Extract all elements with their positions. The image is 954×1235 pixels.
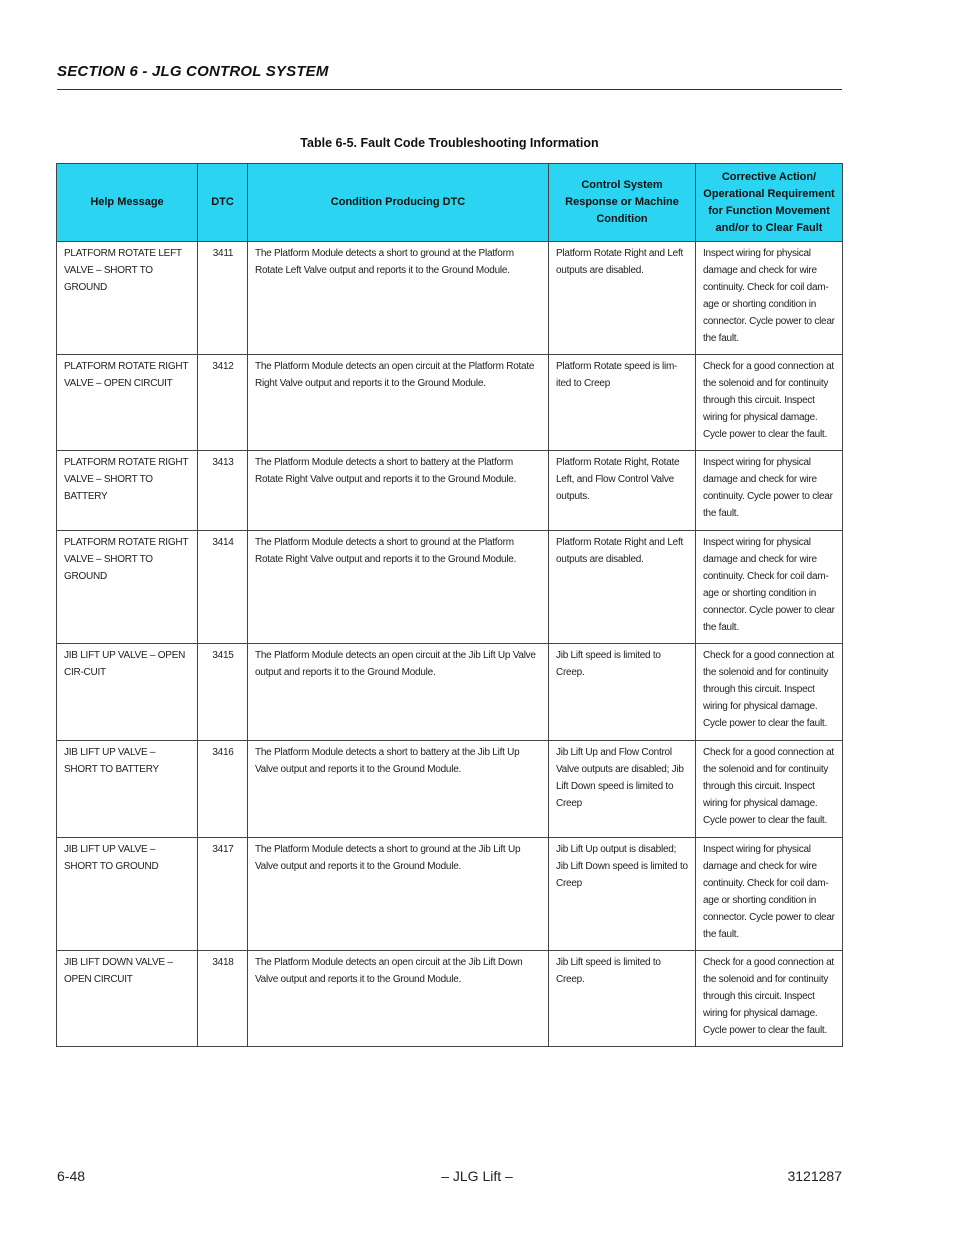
help-message-cell: JIB LIFT UP VALVE – OPEN CIR-CUIT — [57, 644, 198, 741]
dtc-cell: 3415 — [198, 644, 248, 741]
fault-code-table — [56, 163, 843, 1047]
table-row — [57, 644, 843, 741]
help-message-cell: PLATFORM ROTATE RIGHT VALVE – SHORT TO BATTERY — [57, 451, 198, 531]
action-cell: Inspect wiring for physical damage and check for wire continuity. Check for coil dam-age or shorting condition in connector. Cycle power to clear the fault. — [696, 838, 843, 951]
condition-cell: The Platform Module detects a short to ground at the Platform Rotate Right Valve output and reports it to the Ground Module. — [248, 531, 549, 644]
table-row — [57, 951, 843, 1047]
table-row — [57, 531, 843, 644]
action-cell: Check for a good connection at the solenoid and for continuity through this circuit. Inspect wiring for physical damage. Cycle power to clear the fault. — [696, 951, 843, 1047]
table-row — [57, 355, 843, 451]
action-cell: Check for a good connection at the solenoid and for continuity through this circuit. Inspect wiring for physical damage. Cycle power to clear the fault. — [696, 355, 843, 451]
response-cell: Jib Lift Up output is disabled; Jib Lift Down speed is limited to Creep — [549, 838, 696, 951]
table-header-row — [57, 164, 843, 242]
column-header-corrective-action: Corrective Action/ Operational Requirement for Function Movement and/or to Clear Fault — [696, 164, 843, 242]
column-header-help-message: Help Message — [57, 164, 198, 242]
dtc-cell: 3414 — [198, 531, 248, 644]
response-cell: Jib Lift speed is limited to Creep. — [549, 951, 696, 1047]
action-cell: Inspect wiring for physical damage and check for wire continuity. Check for coil dam-age or shorting condition in connector. Cycle power to clear the fault. — [696, 531, 843, 644]
help-message-cell: JIB LIFT UP VALVE – SHORT TO GROUND — [57, 838, 198, 951]
dtc-cell: 3411 — [198, 242, 248, 355]
action-cell: Check for a good connection at the solenoid and for continuity through this circuit. Inspect wiring for physical damage. Cycle power to clear the fault. — [696, 644, 843, 741]
dtc-cell: 3417 — [198, 838, 248, 951]
condition-cell: The Platform Module detects a short to battery at the Jib Lift Up Valve output and reports it to the Ground Module. — [248, 741, 549, 838]
table-row — [57, 741, 843, 838]
help-message-cell: PLATFORM ROTATE LEFT VALVE – SHORT TO GROUND — [57, 242, 198, 355]
response-cell: Jib Lift speed is limited to Creep. — [549, 644, 696, 741]
response-cell: Platform Rotate Right and Left outputs are disabled. — [549, 531, 696, 644]
dtc-cell: 3412 — [198, 355, 248, 451]
header-rule — [57, 89, 842, 90]
dtc-cell: 3418 — [198, 951, 248, 1047]
column-header-dtc: DTC — [198, 164, 248, 242]
page-number: 6-48 — [57, 1168, 86, 1184]
response-cell: Platform Rotate Right, Rotate Left, and Flow Control Valve outputs. — [549, 451, 696, 531]
condition-cell: The Platform Module detects a short to ground at the Platform Rotate Left Valve output and reports it to the Ground Module. — [248, 242, 549, 355]
dtc-cell: 3416 — [198, 741, 248, 838]
footer-brand: – JLG Lift – — [441, 1168, 513, 1184]
help-message-cell: PLATFORM ROTATE RIGHT VALVE – SHORT TO GROUND — [57, 531, 198, 644]
table-row — [57, 451, 843, 531]
action-cell: Inspect wiring for physical damage and check for wire continuity. Cycle power to clear the fault. — [696, 451, 843, 531]
condition-cell: The Platform Module detects an open circuit at the Platform Rotate Right Valve output and reports it to the Ground Module. — [248, 355, 549, 451]
table-row — [57, 242, 843, 355]
help-message-cell: JIB LIFT UP VALVE – SHORT TO BATTERY — [57, 741, 198, 838]
column-header-response: Control System Response or Machine Condition — [549, 164, 696, 242]
response-cell: Platform Rotate Right and Left outputs are disabled. — [549, 242, 696, 355]
response-cell: Jib Lift Up and Flow Control Valve outputs are disabled; Jib Lift Down speed is limited to Creep — [549, 741, 696, 838]
column-header-condition: Condition Producing DTC — [248, 164, 549, 242]
condition-cell: The Platform Module detects a short to ground at the Jib Lift Up Valve output and reports it to the Ground Module. — [248, 838, 549, 951]
condition-cell: The Platform Module detects a short to battery at the Platform Rotate Right Valve output and reports it to the Ground Module. — [248, 451, 549, 531]
document-number: 3121287 — [787, 1168, 842, 1184]
condition-cell: The Platform Module detects an open circuit at the Jib Lift Down Valve output and reports it to the Ground Module. — [248, 951, 549, 1047]
table-title: Table 6-5. Fault Code Troubleshooting Information — [300, 136, 599, 150]
dtc-cell: 3413 — [198, 451, 248, 531]
help-message-cell: PLATFORM ROTATE RIGHT VALVE – OPEN CIRCUIT — [57, 355, 198, 451]
table-row — [57, 838, 843, 951]
help-message-cell: JIB LIFT DOWN VALVE – OPEN CIRCUIT — [57, 951, 198, 1047]
action-cell: Inspect wiring for physical damage and check for wire continuity. Check for coil dam-age or shorting condition in connector. Cycle power to clear the fault. — [696, 242, 843, 355]
response-cell: Platform Rotate speed is lim-ited to Creep — [549, 355, 696, 451]
action-cell: Check for a good connection at the solenoid and for continuity through this circuit. Inspect wiring for physical damage. Cycle power to clear the fault. — [696, 741, 843, 838]
section-header: SECTION 6 - JLG CONTROL SYSTEM — [57, 63, 329, 80]
condition-cell: The Platform Module detects an open circuit at the Jib Lift Up Valve output and reports it to the Ground Module. — [248, 644, 549, 741]
